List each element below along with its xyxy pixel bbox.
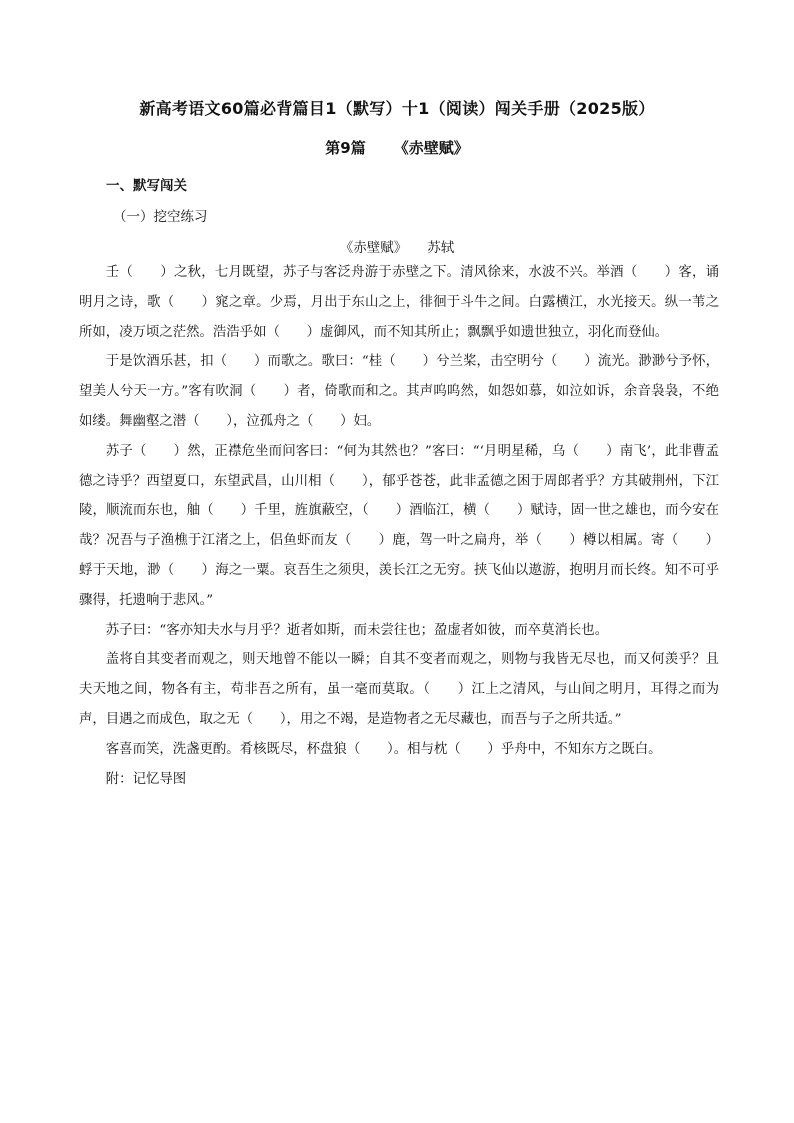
- poem-body: [79, 258, 719, 794]
- appendix-label: 附：记忆导图: [105, 771, 187, 787]
- paragraph: 壬（ ）之秋，七月既望，苏子与客泛舟游于赤壁之下。清风徐来，水波不兴。举酒（ ）客，诵明月之诗，歌（ ）窕之章。少焉，月出于东山之上，徘徊于斗牛之间。白露横江，水光接天。纵一苇之所如，凌万顷之茫然。浩浩乎如（ ）虚御风，而不知其所止；飘飘乎如遗世独立，羽化而登仙。: [79, 265, 719, 340]
- poem-title: 《赤壁赋》: [339, 240, 408, 256]
- paragraph: 苏子（ ）然，正襟危坐而问客曰：“何为其然也？”客曰：“‘月明星稀，乌（ ）南飞’，此非曹孟德之诗乎？西望夏口，东望武昌，山川相（ ），郁乎苍苍，此非孟德之困于周郎者乎？方其破荆州，下江陵，顺流而东也，舳（ ）千里，旌旗蔽空，（ ）酒临江，横（ ）赋诗，固一世之雄也，而今安在哉？况吾与子渔樵于江渚之上，侣鱼虾而友（ ）鹿，驾一叶之扁舟，举（ ）樽以相属。寄（ ）蜉于天地，渺（ ）海之一粟。哀吾生之须臾，羡长江之无穷。挟飞仙以遨游，抱明月而长终。知不可乎骤得，托遗响于悲风。”: [79, 443, 719, 608]
- document-title: 新高考语文60篇必背篇目1（默写）十1（阅读）闯关手册（2025版）: [139, 99, 655, 118]
- chapter-number: 第9篇: [325, 139, 366, 157]
- paragraph: 客喜而笑，洗盏更酌。肴核既尽，杯盘狼（ ）。相与枕（ ）乎舟中，不知东方之既白。: [105, 741, 662, 757]
- poem-heading: [0, 236, 794, 256]
- paragraph: 苏子曰：“客亦知夫水与月乎？逝者如斯，而未尝往也；盈虚者如彼，而卒莫消长也。: [105, 622, 609, 638]
- chapter-title: 《赤壁赋》: [393, 139, 469, 157]
- paragraph: 于是饮酒乐甚，扣（ ）而歌之。歌曰：“桂（ ）兮兰桨，击空明兮（ ）流光。渺渺兮予怀，望美人兮天一方。”客有吹洞（ ）者，倚歌而和之。其声呜呜然，如怨如慕，如泣如诉，余音袅袅，不绝如缕。舞幽壑之潜（ ），泣孤舟之（ ）妇。: [79, 354, 719, 429]
- subsection-heading: （一）挖空练习: [113, 209, 208, 225]
- poem-author: 苏轼: [427, 240, 455, 256]
- chapter-heading: [0, 137, 794, 158]
- section-heading: 一、默写闯关: [106, 178, 187, 194]
- paragraph: 盖将自其变者而观之，则天地曾不能以一瞬；自其不变者而观之，则物与我皆无尽也，而又何羡乎？且夫天地之间，物各有主，苟非吾之所有，虽一毫而莫取。（ ）江上之清风，与山间之明月，耳得之而为声，目遇之而成色，取之无（ ），用之不竭，是造物者之无尽藏也，而吾与子之所共适。”: [79, 652, 719, 727]
